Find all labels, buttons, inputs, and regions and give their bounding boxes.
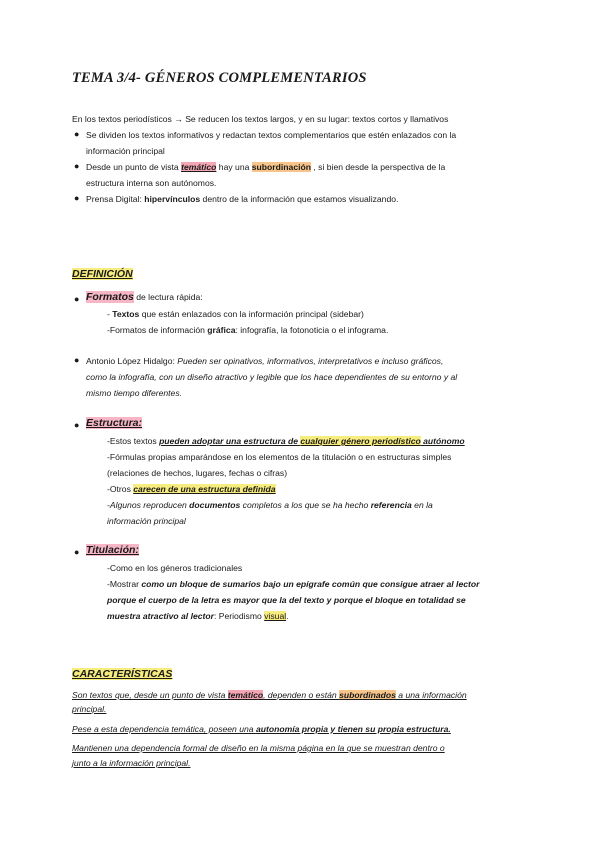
t2-a: -Mostrar — [107, 579, 142, 589]
caract-p3-line1 — [72, 743, 445, 754]
f2-bold: gráfica — [207, 325, 236, 335]
bullet-icon: ● — [74, 161, 80, 171]
t2-bold-3: muestra atractivo al lector — [107, 611, 214, 621]
label-formatos: Formatos — [86, 291, 134, 303]
p1-c: a una información — [395, 690, 467, 700]
titulacion-item-2b — [107, 595, 466, 606]
e4-line-2: información principal — [107, 516, 186, 526]
t2-bold-1: como un bloque de sumarios bajo un epígrafe común que consigue atraer al lector — [141, 579, 480, 589]
caract-p3-line2 — [72, 758, 190, 769]
bullet-3-text-b: dentro de la información que estamos visualizando. — [200, 194, 399, 204]
highlight-tematico: temático — [181, 162, 217, 172]
bullet-1-text-2: información principal — [86, 146, 165, 156]
bullet-icon: ● — [74, 547, 80, 557]
alh-quote-2: como la infografía, con un diseño atractivo y legible que los hace dependientes de su entorno y al — [86, 372, 458, 382]
e1-a: -Estos textos — [107, 436, 160, 446]
bullet-1-line2 — [86, 146, 165, 157]
intro-line — [72, 114, 448, 125]
label-estructura: Estructura: — [86, 417, 143, 429]
e1-underlined: pueden adoptar una estructura de — [159, 436, 301, 446]
p1-highlight-tematico: temático — [227, 690, 264, 700]
bullet-2-text-b: hay una — [216, 162, 252, 172]
p1-highlight-subordinados: subordinados — [339, 690, 396, 700]
f2-b: : infografía, la fotonoticia o el infograma. — [235, 325, 389, 335]
label-titulacion: Titulación: — [86, 544, 139, 556]
f1-a: - — [107, 309, 113, 319]
bullet-icon: ● — [74, 294, 80, 304]
f1-b: que están enlazados con la información principal (sidebar) — [139, 309, 364, 319]
p2-bold: autonomía propia y tienen su propia estructura. — [255, 724, 451, 734]
alh-line2 — [86, 372, 457, 383]
titulacion-item-2 — [107, 579, 479, 590]
intro-text: En los textos periodísticos → Se reducen los textos largos, y en su lugar: textos cortos y llamativos — [72, 114, 449, 124]
p1-a: Son textos que, desde un punto de vista — [72, 690, 228, 700]
e1-highlight: cualquier género periodístico — [300, 436, 421, 446]
e4-bold-2: referencia — [370, 500, 412, 510]
e1-b: autónomo — [420, 436, 465, 446]
formatos-item-2 — [107, 325, 388, 336]
page-title: TEMA 3/4- GÉNEROS COMPLEMENTARIOS — [72, 70, 367, 86]
alh-line1 — [86, 356, 443, 367]
e3-a: -Otros — [107, 484, 134, 494]
caract-p2 — [72, 724, 451, 735]
titulacion-item-2c — [107, 611, 289, 622]
e4-bold-1: documentos — [189, 500, 241, 510]
formatos-text: de lectura rápida: — [133, 292, 203, 302]
section-heading-caracteristicas: CARACTERÍSTICAS — [72, 668, 173, 680]
bullet-2-text-a: Desde un punto de vista — [86, 162, 182, 172]
estructura-item-4b — [107, 516, 186, 527]
caract-p1-line1 — [72, 690, 467, 701]
formatos-item-1 — [107, 309, 364, 320]
t1: -Como en los géneros tradicionales — [107, 563, 243, 573]
bullet-icon: ● — [74, 129, 80, 139]
alh-quote-1: Pueden ser opinativos, informativos, interpretativos e incluso gráficos, — [177, 356, 444, 366]
alh-author: Antonio López Hidalgo: — [86, 356, 178, 366]
bullet-icon: ● — [74, 420, 80, 430]
e3-highlight: carecen de una estructura definida — [133, 484, 276, 494]
e2-line-1: -Fórmulas propias amparándose en los elementos de la titulación o en estructuras simples — [107, 452, 452, 462]
p1-line-2: principal. — [72, 704, 107, 714]
bullet-2-line2 — [86, 178, 216, 189]
estructura-item-2b — [107, 468, 287, 479]
section-heading-definicion: DEFINICIÓN — [72, 268, 133, 280]
bullet-3-text-a: Prensa Digital: — [86, 194, 145, 204]
f2-a: -Formatos de información — [107, 325, 208, 335]
highlight-subordinacion: subordinación — [251, 162, 311, 172]
estructura-item-3 — [107, 484, 276, 495]
p3-line-1: Mantienen una dependencia formal de diseño en la misma página en la que se muestran dentro o — [72, 743, 445, 753]
estructura-item-1 — [107, 436, 465, 447]
e4-c: en la — [411, 500, 433, 510]
bullet-icon: ● — [74, 355, 80, 365]
estructura-item-2 — [107, 452, 451, 463]
alh-line3 — [86, 388, 182, 399]
bullet-icon: ● — [74, 193, 80, 203]
t2-highlight: visual — [264, 611, 287, 621]
t2-c: . — [286, 611, 289, 621]
bullet-2-line1 — [86, 162, 445, 173]
formatos-line — [86, 292, 203, 303]
p3-line-2: junto a la información principal. — [72, 758, 191, 768]
titulacion-item-1 — [107, 563, 242, 574]
estructura-item-4 — [107, 500, 433, 511]
f1-bold: Textos — [112, 309, 140, 319]
bullet-2-text-c: , si bien desde la perspectiva de la — [311, 162, 446, 172]
alh-quote-3: mismo tiempo diferentes. — [86, 388, 182, 398]
p2-a: Pese a esta dependencia temática, poseen una — [72, 724, 256, 734]
e2-line-2: (relaciones de hechos, lugares, fechas o cifras) — [107, 468, 288, 478]
bullet-2-text-2: estructura interna son autónomos. — [86, 178, 217, 188]
p1-b: , dependen o están — [263, 690, 340, 700]
caract-p1-line2 — [72, 704, 106, 715]
bullet-1-text: Se dividen los textos informativos y redactan textos complementarios que estén enlazados con la — [86, 130, 457, 140]
titulacion-line — [86, 545, 139, 556]
e4-b: completos a los que se ha hecho — [240, 500, 371, 510]
t2-line-2: porque el cuerpo de la letra es mayor que la del texto y porque el bloque en totalidad se — [107, 595, 466, 605]
e4-a: -Algunos reproducen — [107, 500, 190, 510]
bullet-1-line1 — [86, 130, 456, 141]
t2-b: : Periodismo — [214, 611, 265, 621]
bullet-3-line — [86, 194, 398, 205]
estructura-line — [86, 418, 142, 429]
bullet-3-bold: hipervínculos — [144, 194, 201, 204]
